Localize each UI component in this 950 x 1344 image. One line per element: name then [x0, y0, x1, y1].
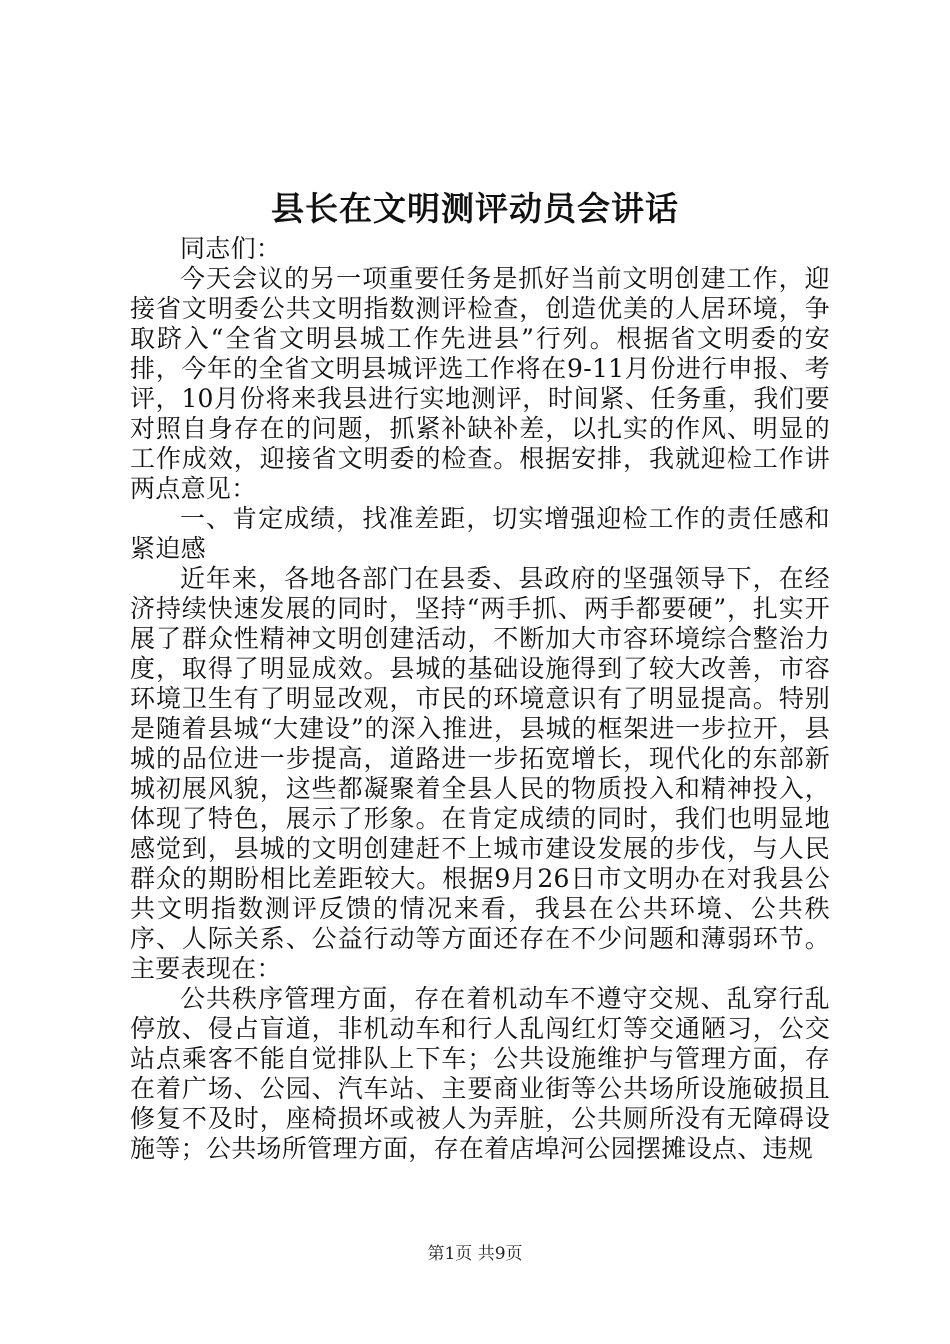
salutation-paragraph: 同志们：: [180, 234, 282, 263]
section-heading: 一、肯定成绩，找准差距，切实增强迎检工作的责任感和紧迫感: [130, 504, 830, 563]
achievements-paragraph: 近年来，各地各部门在县委、县政府的坚强领导下，在经济持续快速发展的同时，坚持“两手抓、两手都要硬”，扎实开展了群众性精神文明创建活动，不断加大市容环境综合整治力度，取得了明显成效。县城的基础设施得到了较大改善，市容环境卫生有了明显改观，市民的环境意识有了明显提高。特别是随着县城“大建设”的深入推进，县城的框架进一步拉开，县城的品位进一步提高，道路进一步拓宽增长，现代化的东部新城初展风貌，这些都凝聚着全县人民的物质投入和精神投入，体现了特色，展示了形象。在肯定成绩的同时，我们也明显地感觉到，县城的文明创建赶不上城市建设发展的步伐，与人民群众的期盼相比差距较大。根据9月26日市文明办在对我县公共文明指数测评反馈的情况来看，我县在公共环境、公共秩序、人际关系、公益行动等方面还存在不少问题和薄弱环节。主要表现在：: [130, 564, 830, 983]
document-body: [130, 234, 830, 1164]
problems-paragraph: 公共秩序管理方面，存在着机动车不遵守交规、乱穿行乱停放、侵占盲道，非机动车和行人乱闯红灯等交通陋习，公交站点乘客不能自觉排队上下车；公共设施维护与管理方面，存在着广场、公园、汽车站、主要商业街等公共场所设施破损且修复不及时，座椅损坏或被人为弄脏，公共厕所没有无障碍设施等；公共场所管理方面，存在着店埠河公园摆摊设点、违规: [130, 984, 830, 1163]
document-title: 县长在文明测评动员会讲话: [271, 189, 679, 228]
intro-paragraph: 今天会议的另一项重要任务是抓好当前文明创建工作，迎接省文明委公共文明指数测评检查，创造优美的人居环境，争取跻入“全省文明县城工作先进县”行列。根据省文明委的安排，今年的全省文明县城评选工作将在9-11月份进行申报、考评，10月份将来我县进行实地测评，时间紧、任务重，我们要对照自身存在的问题，抓紧补缺补差，以扎实的作风、明显的工作成效，迎接省文明委的检查。根据安排，我就迎检工作讲两点意见：: [130, 264, 830, 503]
page-footer: 第1页 共9页: [427, 1244, 523, 1264]
